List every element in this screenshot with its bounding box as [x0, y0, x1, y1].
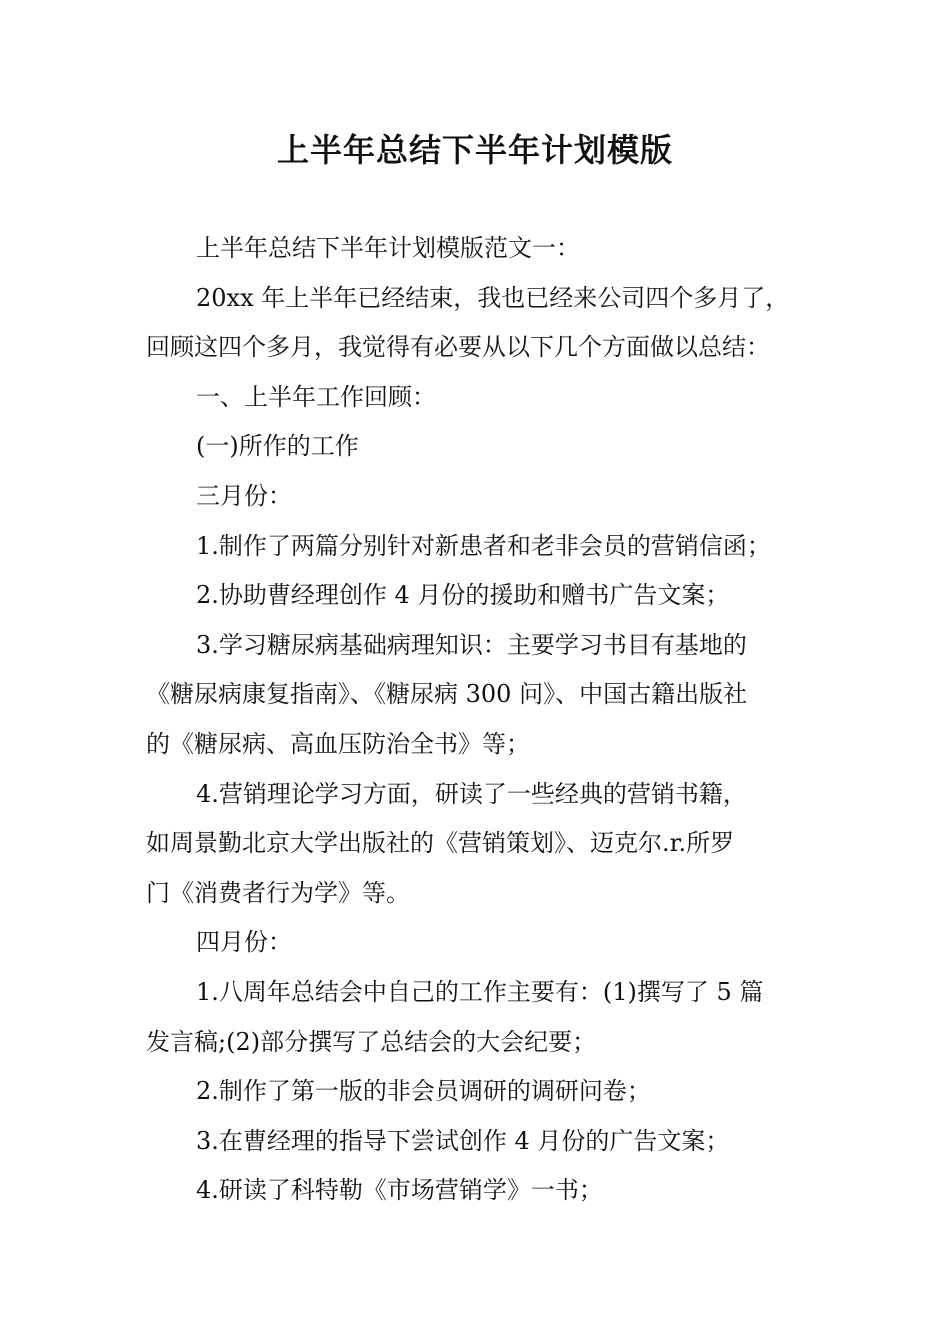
paragraph-line: 1.制作了两篇分别针对新患者和老非会员的营销信函；: [196, 531, 771, 560]
paragraph-line: 三月份：: [196, 481, 292, 510]
paragraph-line: 发言稿;(2)部分撰写了总结会的大会纪要；: [146, 1027, 597, 1056]
paragraph-line: 上半年总结下半年计划模版范文一：: [196, 234, 580, 262]
paragraph-line: (一)所作的工作: [196, 432, 359, 461]
paragraph-line: 如周景勤北京大学出版社的《营销策划》、迈克尔.r.所罗: [146, 829, 735, 858]
paragraph-line: 2.制作了第一版的非会员调研的调研问卷；: [196, 1077, 651, 1106]
paragraph-line: 4.营销理论学习方面，研读了一些经典的营销书籍，: [196, 779, 747, 808]
paragraph-line: 3.学习糖尿病基础病理知识：主要学习书目有基地的: [196, 630, 747, 659]
paragraph-line: 回顾这四个多月，我觉得有必要从以下几个方面做以总结：: [146, 333, 770, 362]
paragraph-line: 2.协助曹经理创作 4 月份的援助和赠书广告文案；: [196, 581, 730, 610]
document-title: 上半年总结下半年计划模版: [276, 131, 673, 169]
paragraph-line: 20xx 年上半年已经结束，我也已经来公司四个多月了，: [196, 283, 790, 312]
paragraph-line: 四月份：: [196, 928, 292, 957]
paragraph-line: 4.研读了科特勒《市场营销学》一书；: [196, 1176, 603, 1205]
document-body: [146, 224, 826, 1216]
paragraph-line: 门《消费者行为学》等。: [146, 878, 410, 907]
paragraph-line: 1.八周年总结会中自己的工作主要有：(1)撰写了 5 篇: [196, 977, 764, 1006]
paragraph-line: 一、上半年工作回顾：: [196, 382, 436, 411]
paragraph-line: 3.在曹经理的指导下尝试创作 4 月份的广告文案；: [196, 1126, 730, 1155]
paragraph-line: 《糖尿病康复指南》、《糖尿病 300 问》、中国古籍出版社: [146, 680, 748, 709]
paragraph-line: 的《糖尿病、高血压防治全书》等；: [146, 729, 530, 758]
